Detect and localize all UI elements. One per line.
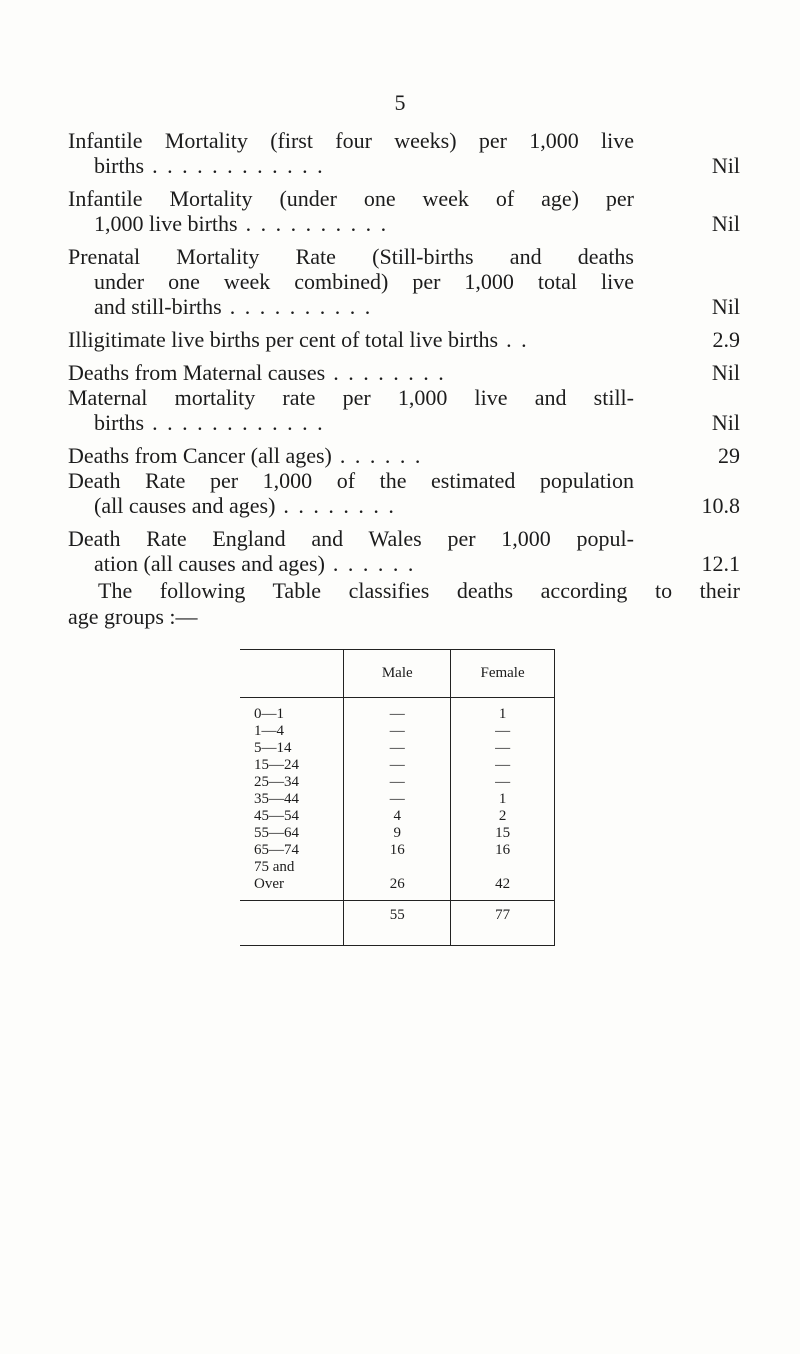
female-count: 1 bbox=[451, 791, 555, 808]
header-male: Male bbox=[344, 650, 451, 698]
male-count: 26 bbox=[344, 876, 451, 901]
stat-final-line bbox=[68, 327, 740, 352]
stat-line: Deaths from Cancer (all ages) bbox=[68, 443, 332, 468]
stat-death-rate-local bbox=[68, 468, 740, 518]
table-total-row bbox=[240, 901, 555, 946]
dot-leader: . . . . . . bbox=[339, 443, 423, 468]
stat-line: and still-births bbox=[94, 294, 222, 319]
age-group: 65—74 bbox=[254, 842, 299, 858]
stat-line: 1,000 live births bbox=[94, 211, 238, 236]
table-row bbox=[240, 859, 555, 876]
stat-line: Illigitimate live births per cent of total live births bbox=[68, 327, 499, 352]
female-count: — bbox=[451, 757, 555, 774]
female-count: — bbox=[451, 723, 555, 740]
table-row bbox=[240, 723, 555, 740]
stat-prenatal-mortality bbox=[68, 244, 740, 319]
header-age bbox=[240, 650, 344, 698]
dot-leader: . . . . . . . . . . bbox=[229, 294, 373, 319]
male-count bbox=[344, 859, 451, 876]
table-row bbox=[240, 791, 555, 808]
table-row bbox=[240, 808, 555, 825]
age-group: 45—54 bbox=[254, 808, 299, 824]
table-intro bbox=[68, 578, 740, 630]
stat-final-line bbox=[68, 360, 740, 385]
stat-value: 2.9 bbox=[712, 327, 740, 352]
age-group: 1—4 bbox=[254, 723, 284, 739]
stat-infantile-mortality-one-week bbox=[68, 186, 740, 236]
statistics-list bbox=[68, 128, 740, 584]
male-count: — bbox=[344, 698, 451, 724]
stat-maternal-mortality-rate bbox=[68, 385, 740, 435]
page-number: 5 bbox=[394, 90, 406, 115]
stat-cancer-deaths bbox=[68, 443, 740, 468]
stat-infantile-mortality-four-weeks bbox=[68, 128, 740, 178]
stat-final-line bbox=[68, 493, 740, 518]
deaths-by-age-table bbox=[240, 649, 555, 946]
stat-final-line bbox=[68, 410, 740, 435]
age-group: 35—44 bbox=[254, 791, 299, 807]
age-group: 55—64 bbox=[254, 825, 299, 841]
stat-line: births bbox=[94, 153, 145, 178]
female-count: 2 bbox=[451, 808, 555, 825]
female-count bbox=[451, 859, 555, 876]
stat-value: 12.1 bbox=[701, 551, 740, 576]
stat-line: Maternal mortality rate per 1,000 live and still- bbox=[68, 385, 634, 410]
intro-line: The following Table classifies deaths according to their bbox=[98, 578, 740, 603]
age-group: 15—24 bbox=[254, 757, 299, 773]
table-row bbox=[240, 757, 555, 774]
stat-line: Deaths from Maternal causes bbox=[68, 360, 326, 385]
dot-leader: . . bbox=[506, 327, 529, 352]
table-row bbox=[240, 698, 555, 724]
age-group: 75 and bbox=[254, 859, 295, 875]
age-group: 5—14 bbox=[254, 740, 292, 756]
stat-value: 29 bbox=[718, 443, 740, 468]
dot-leader: . . . . . . . . . . . . bbox=[152, 410, 325, 435]
stat-line: Infantile Mortality (under one week of age) per bbox=[68, 186, 634, 211]
table-row bbox=[240, 774, 555, 791]
female-count: — bbox=[451, 774, 555, 791]
male-count: — bbox=[344, 723, 451, 740]
stat-line: births bbox=[94, 410, 145, 435]
dot-leader: . . . . . . . . . . bbox=[245, 211, 389, 236]
age-group: 0—1 bbox=[254, 706, 284, 722]
male-count: — bbox=[344, 791, 451, 808]
dot-leader: . . . . . . . . bbox=[283, 493, 396, 518]
stat-value: Nil bbox=[711, 294, 740, 319]
female-count: 1 bbox=[451, 698, 555, 724]
male-count: 4 bbox=[344, 808, 451, 825]
stat-line: Prenatal Mortality Rate (Still-births and deaths bbox=[68, 244, 634, 269]
table-row bbox=[240, 842, 555, 859]
table-body bbox=[240, 698, 555, 901]
stat-line: (all causes and ages) bbox=[94, 493, 276, 518]
header-female: Female bbox=[451, 650, 555, 698]
dot-leader: . . . . . . . . bbox=[333, 360, 446, 385]
total-label bbox=[240, 901, 344, 946]
table-row bbox=[240, 876, 555, 901]
stat-final-line bbox=[68, 153, 740, 178]
stat-line: Death Rate per 1,000 of the estimated population bbox=[68, 468, 634, 493]
stat-value: Nil bbox=[711, 360, 740, 385]
stat-death-rate-england-wales bbox=[68, 526, 740, 576]
male-count: — bbox=[344, 757, 451, 774]
table-header-row bbox=[240, 650, 555, 698]
dot-leader: . . . . . . bbox=[332, 551, 416, 576]
stat-value: 10.8 bbox=[701, 493, 740, 518]
stat-final-line bbox=[68, 551, 740, 576]
male-count: — bbox=[344, 774, 451, 791]
stat-illegitimate-births bbox=[68, 327, 740, 352]
stat-line: Death Rate England and Wales per 1,000 popul- bbox=[68, 526, 634, 551]
stat-final-line bbox=[68, 211, 740, 236]
female-count: 15 bbox=[451, 825, 555, 842]
female-count: 16 bbox=[451, 842, 555, 859]
stat-value: Nil bbox=[711, 153, 740, 178]
stat-maternal-deaths bbox=[68, 360, 740, 385]
male-count: 16 bbox=[344, 842, 451, 859]
stat-line: under one week combined) per 1,000 total live bbox=[94, 269, 634, 294]
table-row bbox=[240, 740, 555, 757]
intro-line: age groups :— bbox=[68, 604, 198, 629]
stat-value: Nil bbox=[711, 410, 740, 435]
female-count: — bbox=[451, 740, 555, 757]
male-count: — bbox=[344, 740, 451, 757]
age-group: 25—34 bbox=[254, 774, 299, 790]
table-row bbox=[240, 825, 555, 842]
stat-value: Nil bbox=[711, 211, 740, 236]
stat-final-line bbox=[68, 443, 740, 468]
male-count: 9 bbox=[344, 825, 451, 842]
female-count: 42 bbox=[451, 876, 555, 901]
stat-final-line bbox=[68, 294, 740, 319]
stat-line: ation (all causes and ages) bbox=[94, 551, 325, 576]
dot-leader: . . . . . . . . . . . . bbox=[152, 153, 325, 178]
age-group: Over bbox=[254, 876, 284, 892]
total-female: 77 bbox=[451, 901, 555, 946]
total-male: 55 bbox=[344, 901, 451, 946]
stat-line: Infantile Mortality (first four weeks) per 1,000 live bbox=[68, 128, 634, 153]
